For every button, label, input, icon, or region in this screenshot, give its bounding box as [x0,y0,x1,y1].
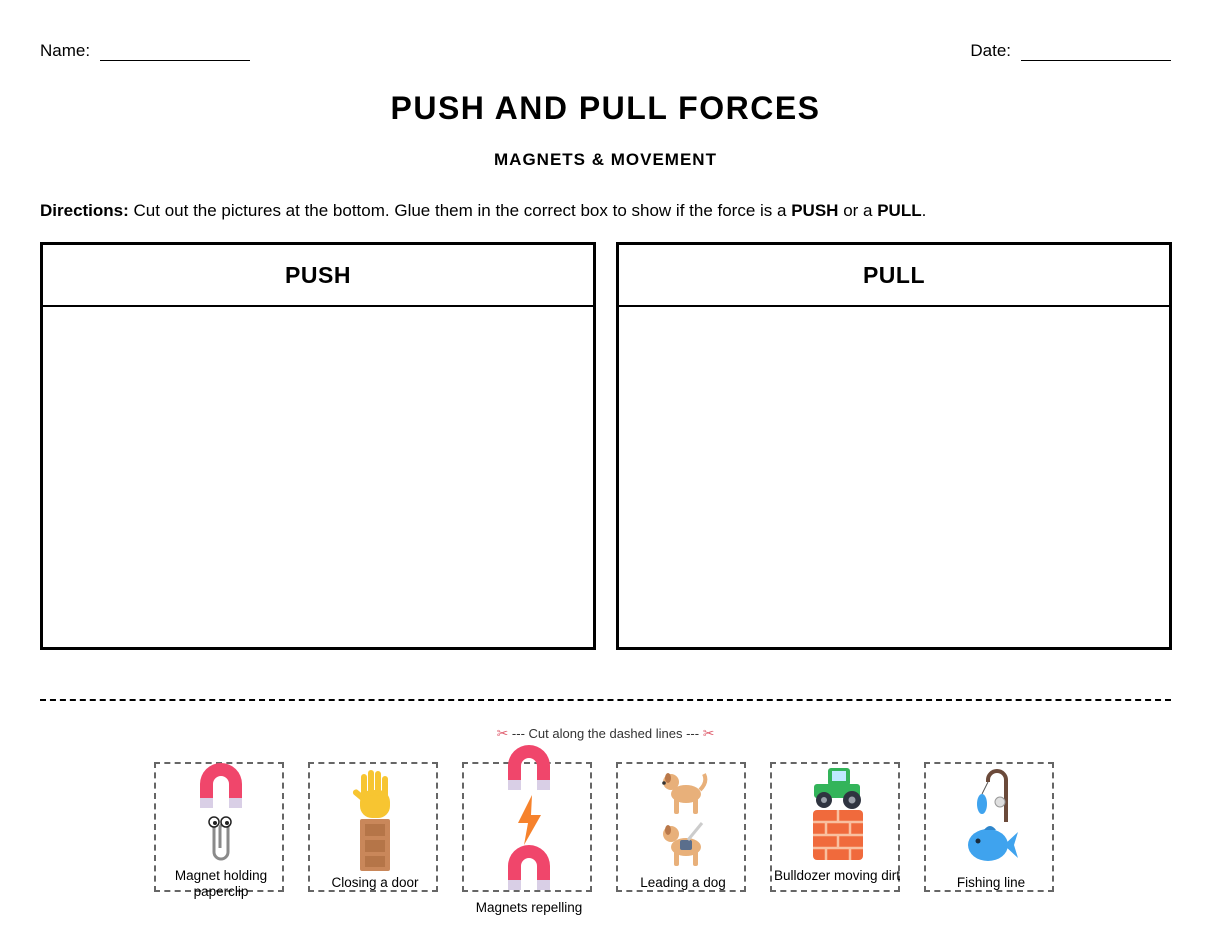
pull-header: PULL [619,245,1169,307]
directions-end: . [921,201,927,220]
card-label: Fishing line [956,875,1026,890]
push-header: PUSH [43,245,593,307]
date-label: Date: [970,41,1011,60]
directions-push-word: PUSH [791,201,839,220]
cutout-card-magnets-repelling[interactable] [462,762,592,915]
card-label: Leading a dog [640,875,726,890]
cut-line [40,699,1171,701]
page-title: PUSH AND PULL FORCES [390,90,821,126]
guide-dog-icon [658,821,710,867]
door-icon [358,819,392,871]
cutout-card-leading-dog[interactable] [616,762,746,892]
cutout-card-fishing-line[interactable] [924,762,1054,892]
card-label: Bulldozer moving dirt [773,868,901,883]
date-line[interactable] [1021,40,1171,61]
scissors-icon: ✂ [702,725,715,741]
cutout-card-magnet-paperclip[interactable] [154,762,284,899]
cut-note [0,725,1211,742]
name-field[interactable] [40,40,250,61]
scissors-icon: ✂ [496,725,509,741]
raised-hand-icon [350,768,400,822]
directions-text: Cut out the pictures at the bottom. Glue them in the correct box to show if the force is a [133,201,787,220]
page-subtitle: MAGNETS & MOVEMENT [494,150,717,169]
magnet-icon [504,744,554,794]
name-line[interactable] [100,40,250,61]
directions [40,201,926,221]
magnet-icon [504,844,554,894]
fish-icon [966,822,1018,868]
paperclip-icon [204,812,238,862]
card-label: Magnets repelling [475,900,583,915]
tractor-icon [812,766,864,810]
card-label: Closing a door [331,875,419,890]
dog-icon [658,770,710,816]
directions-lead: Directions: [40,201,129,220]
magnet-icon [196,762,246,812]
fishing-pole-icon [972,768,1012,822]
cutout-card-bulldozer[interactable] [770,762,900,892]
name-label: Name: [40,41,91,60]
brick-icon [813,810,863,860]
pull-box[interactable] [616,242,1172,650]
cut-note-text: --- Cut along the dashed lines --- [511,726,700,741]
directions-pull-word: PULL [877,201,922,220]
lightning-icon [514,795,544,845]
directions-or: or a [843,201,873,220]
push-box[interactable] [40,242,596,650]
card-label: Magnet holding paperclip [174,868,268,899]
cutout-card-closing-door[interactable] [308,762,438,892]
date-field[interactable] [970,40,1171,61]
